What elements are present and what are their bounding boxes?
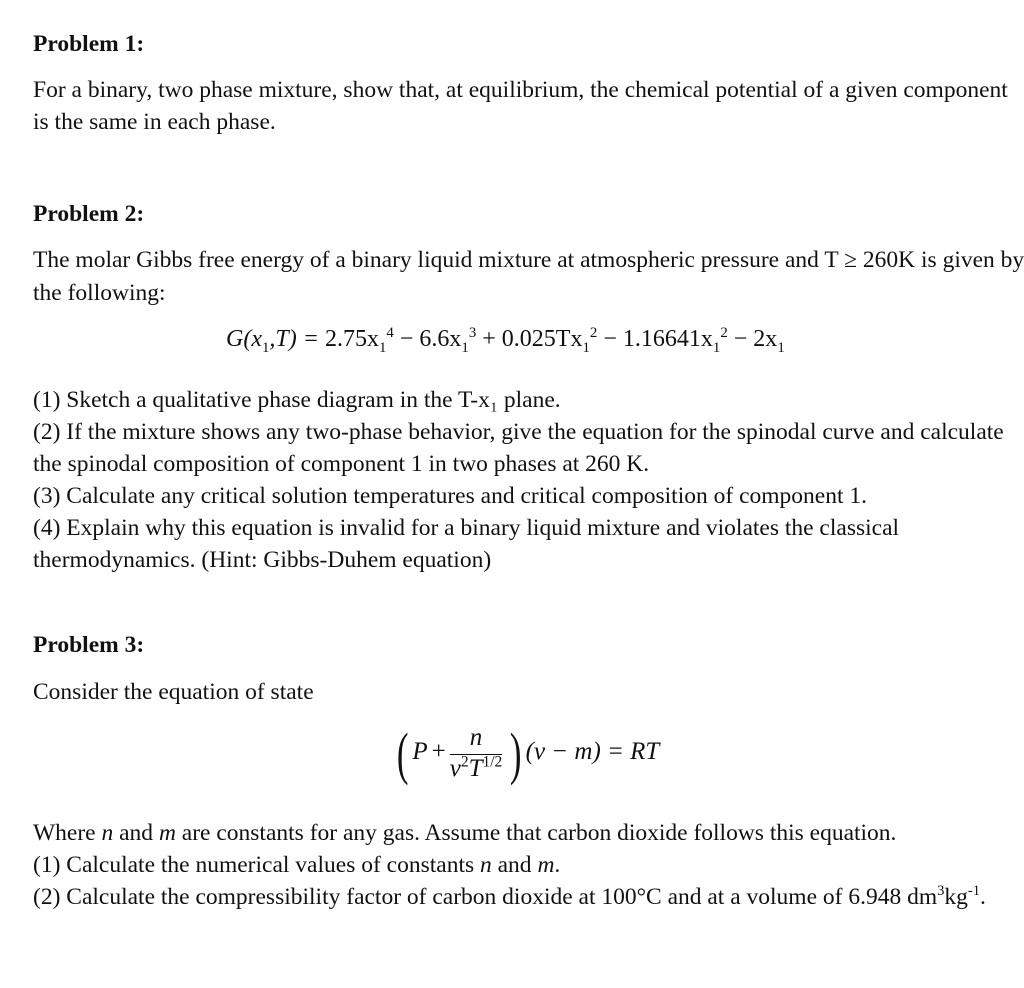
problem-1-text: For a binary, two phase mixture, show that, at equilibrium, the chemical potential of a given component is the same in each phase. <box>33 77 1008 135</box>
right-paren: ) <box>510 720 522 786</box>
problem-3-intro: Consider the equation of state <box>33 679 314 705</box>
problem-2-item-3: (3) Calculate any critical solution temperatures and critical composition of component 1. <box>33 483 867 509</box>
problem-2-intro: The molar Gibbs free energy of a binary liquid mixture at atmospheric pressure and T ≥ 260K is given by the following: <box>33 247 1024 306</box>
problem-3-body <box>33 817 1018 913</box>
left-paren: ( <box>396 720 409 786</box>
problem-3-where: Where n and m are constants for any gas. Assume that carbon dioxide follows this equation. <box>33 820 897 846</box>
problem-2-item-2: (2) If the mixture shows any two-phase behavior, give the equation for the spinodal curve and calculate the spinodal composition of component 1 in two phases at 260 K. <box>33 419 1004 477</box>
problem-3-heading: Problem 3: <box>33 632 145 658</box>
problem-2-item-1: (1) Sketch a qualitative phase diagram in the T-x₁ plane. <box>33 387 561 413</box>
problem-2-heading: Problem 2: <box>33 201 145 227</box>
problem-3-item-1: (1) Calculate the numerical values of constants n and m. <box>33 852 561 878</box>
problem-2-item-4: (4) Explain why this equation is invalid for a binary liquid mixture and violates the classical thermodynamics. (Hint: Gibbs-Duhem equation) <box>33 515 900 573</box>
equation-of-state: ( P + $\frac{n}{v^2T^{1/2}}$ ) (v − m) = RT <box>396 720 660 786</box>
problem-1-heading: Problem 1: <box>33 31 145 57</box>
problem-2-items <box>33 384 1018 576</box>
fraction: $\frac{n}{v^2T^{1/2}}$ <box>449 724 503 782</box>
problem-3-item-2: (2) Calculate the compressibility factor of carbon dioxide at 100°C and at a volume of 6.948 $dm^3kg^{-1}$. <box>33 883 986 910</box>
gibbs-equation: $G(x_1,T) = 2.75x_1^4 - 6.6x_1^3 + 0.025Tx_1^2 - 1.16641x_1^2 - 2x_1$ <box>226 325 785 356</box>
